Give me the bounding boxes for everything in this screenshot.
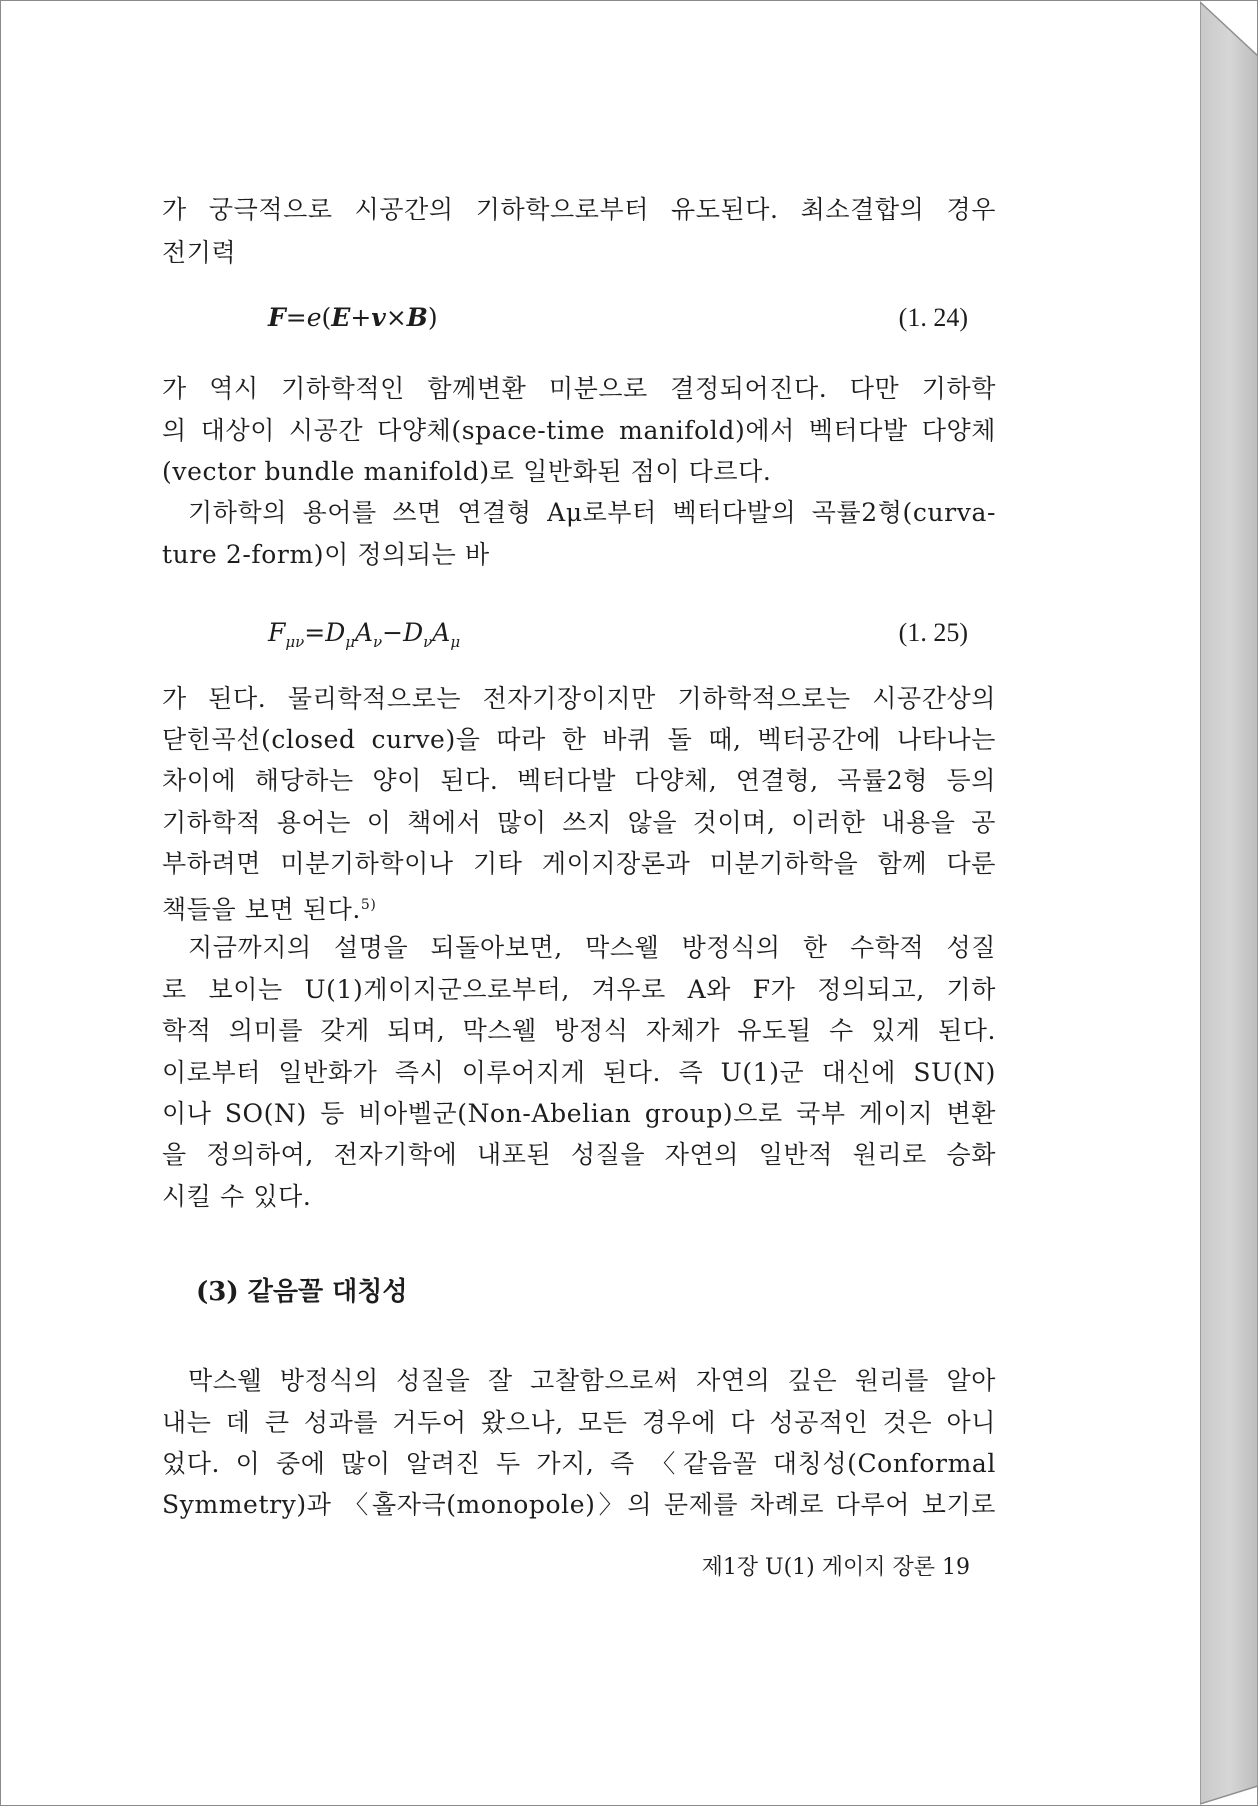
page-footer: 제1장 U(1) 게이지 장론 19 (701, 1555, 970, 1580)
text-line: 의 대상이 시공간 다양체(space-time manifold)에서 벡터다발 다양체 (162, 416, 996, 445)
equation-1-24: F=e(E+v×B) (1. 24) (268, 303, 968, 332)
text-line: 가 궁극적으로 시공간의 기하학으로부터 유도된다. 최소결합의 경우 (162, 195, 996, 224)
book-spine (1200, 0, 1258, 1806)
text-line: 부하려면 미분기하학이나 기타 게이지장론과 미분기하학을 함께 다룬 (162, 849, 996, 878)
text-line: 전기력 (162, 238, 237, 267)
equation-number: (1. 25) (898, 618, 968, 647)
text-line: 이나 SO(N) 등 비아벨군(Non-Abelian group)으로 국부 게이지 변환 (162, 1099, 996, 1128)
text-line: Symmetry)과 〈홀자극(monopole)〉의 문제를 차례로 다루어 보기로 (162, 1490, 996, 1519)
text-line: 가 역시 기하학적인 함께변환 미분으로 결정되어진다. 다만 기하학 (162, 374, 996, 403)
section-heading: (3) 같음꼴 대칭성 (196, 1277, 408, 1307)
text-line: 기하학적 용어는 이 책에서 많이 쓰지 않을 것이며, 이러한 내용을 공 (162, 808, 996, 837)
text-line: (vector bundle manifold)로 일반화된 점이 다르다. (162, 457, 772, 486)
text-line: 학적 의미를 갖게 되며, 막스웰 방정식 자체가 유도될 수 있게 된다. (162, 1016, 996, 1045)
text-line: 었다. 이 중에 많이 알려진 두 가지, 즉 〈같음꼴 대칭성(Conformal (162, 1449, 996, 1478)
text-line: 로 보이는 U(1)게이지군으로부터, 겨우로 A와 F가 정의되고, 기하 (162, 975, 996, 1004)
equation-number: (1. 24) (898, 303, 968, 332)
text-line: 가 된다. 물리학적으로는 전자기장이지만 기하학적으로는 시공간상의 (162, 684, 996, 713)
text-line-with-footnote (162, 890, 996, 925)
text-line: 을 정의하여, 전자기학에 내포된 성질을 자연의 일반적 원리로 승화 (162, 1140, 996, 1169)
text-line: 시킬 수 있다. (162, 1182, 312, 1211)
text-line: 막스웰 방정식의 성질을 잘 고찰함으로써 자연의 깊은 원리를 알아 (188, 1366, 996, 1395)
text-line: ture 2-form)이 정의되는 바 (162, 540, 490, 569)
equation-1-25: $F_{\mu\nu}=D_\mu A_\nu-D_\nu A_\mu$ (1. 25) (268, 618, 968, 651)
text-line: 책들을 보면 된다. (162, 895, 361, 924)
footnote-ref: 5) (360, 897, 377, 913)
text-line: 내는 데 큰 성과를 거두어 왔으나, 모든 경우에 다 성공적인 것은 아니 (162, 1408, 996, 1437)
text-line: 닫힌곡선(closed curve)을 따라 한 바퀴 돌 때, 벡터공간에 나타나는 (162, 725, 996, 754)
text-line: 이로부터 일반화가 즉시 이루어지게 된다. 즉 U(1)군 대신에 SU(N) (162, 1058, 996, 1087)
text-line: 기하학의 용어를 쓰면 연결형 Aμ로부터 벡터다발의 곡률2형(curva- (188, 498, 996, 527)
text-line: 지금까지의 설명을 되돌아보면, 막스웰 방정식의 한 수학적 성질 (188, 933, 996, 962)
text-line: 차이에 해당하는 양이 된다. 벡터다발 다양체, 연결형, 곡률2형 등의 (162, 766, 996, 795)
